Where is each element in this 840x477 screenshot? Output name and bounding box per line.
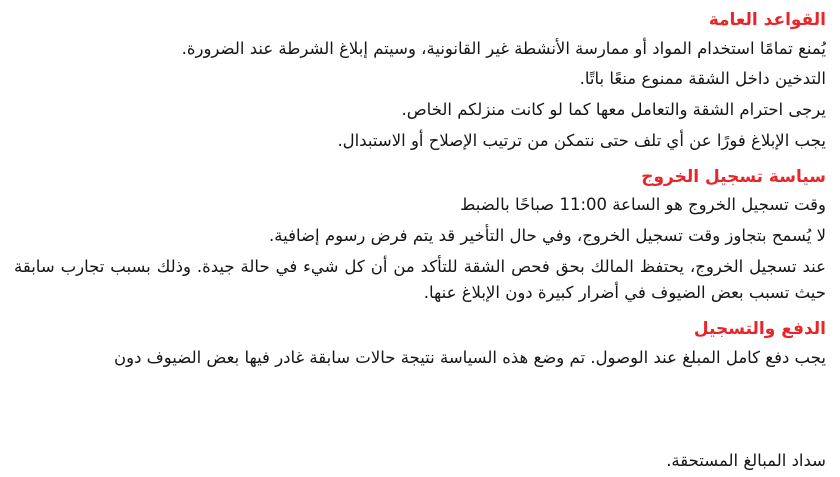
- paragraph-general-rule-4: يجب الإبلاغ فورًا عن أي تلف حتى نتمكن من ترتيب الإصلاح أو الاستبدال.: [337, 130, 826, 150]
- paragraph-general-rule-3: يرجى احترام الشقة والتعامل معها كما لو كانت منزلكم الخاص.: [401, 100, 826, 120]
- clipped-text-row: [14, 446, 826, 470]
- section-heading-general-rules: القواعد العامة: [708, 10, 826, 30]
- paragraph-checkout-3: عند تسجيل الخروج، يحتفظ المالك بحق فحص الشقة للتأكد من أن كل شيء في حالة جيدة. وذلك بسبب تجارب سابقة حيث تسبب بعض الضيوف في أضرار كبيرة دون الإبلاغ عنها.: [14, 256, 826, 303]
- paragraph-checkout-2: لا يُسمح بتجاوز وقت تسجيل الخروج، وفي حال التأخير قد يتم فرض رسوم إضافية.: [269, 225, 826, 245]
- paragraph-general-rule-1: يُمنع تمامًا استخدام المواد أو ممارسة الأنشطة غير القانونية، وسيتم إبلاغ الشرطة عند الضرورة.: [181, 38, 826, 58]
- section-heading-payment-registration: الدفع والتسجيل: [693, 319, 826, 340]
- section-checkout-policy: [14, 163, 826, 310]
- section-heading-checkout-policy: سياسة تسجيل الخروج: [641, 166, 826, 187]
- paragraph-payment-clipped: سداد المبالغ المستحقة.: [666, 451, 826, 470]
- paragraph-general-rule-2: التدخين داخل الشقة ممنوع منعًا باتًا.: [579, 69, 826, 89]
- section-payment-registration: [14, 315, 826, 373]
- section-general-rules: [14, 6, 826, 157]
- paragraph-payment-1: يجب دفع كامل المبلغ عند الوصول. تم وضع هذه السياسة نتيجة حالات سابقة غادر فيها بعض الضيوف دون: [113, 347, 826, 367]
- paragraph-checkout-1: وقت تسجيل الخروج هو الساعة 11:00 صباحًا بالضبط: [460, 195, 826, 215]
